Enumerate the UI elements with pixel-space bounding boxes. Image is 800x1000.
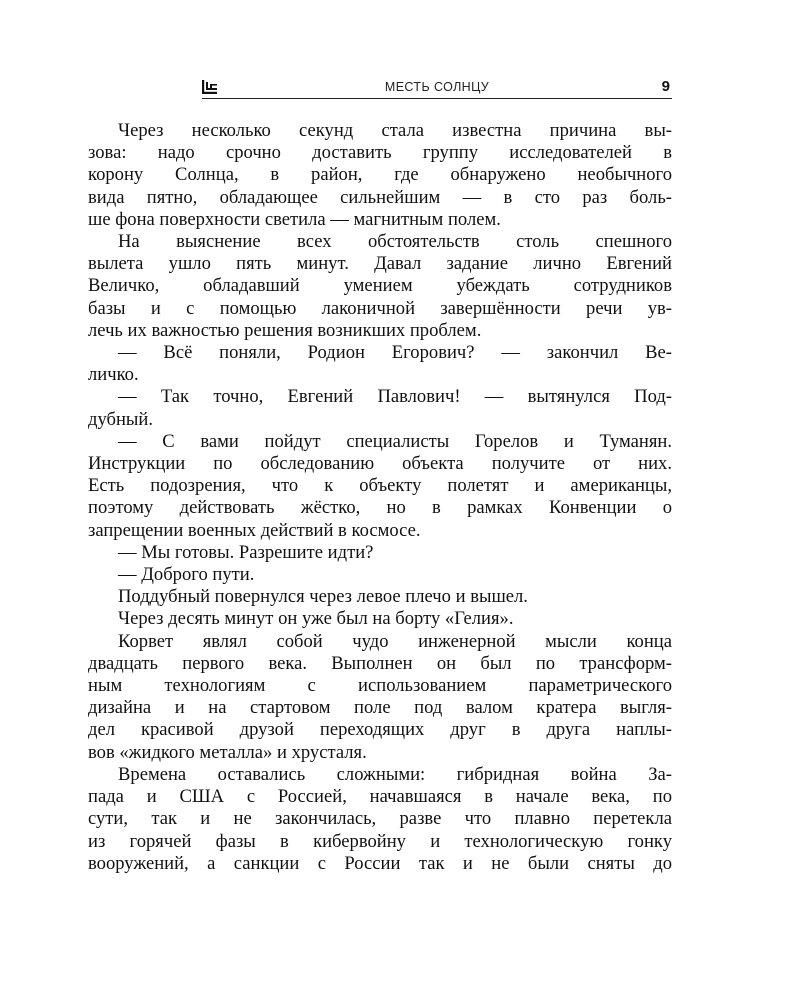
text-line: Времена оставались сложными: гибридная война За- xyxy=(118,763,672,785)
text-line: вооружений, а санкции с России так и не были сняты до xyxy=(88,852,672,874)
page-number: 9 xyxy=(661,78,670,95)
text-line: вов «жидкого металла» и хрусталя. xyxy=(88,741,367,763)
text-line: Через несколько секунд стала известна причина вы- xyxy=(118,120,672,141)
text-line: сути, так и не закончилась, разве что плавно перетекла xyxy=(88,808,672,830)
text-line: лечь их важностью решения возникших проблем. xyxy=(88,319,482,341)
text-line: На выяснение всех обстоятельств столь спешного xyxy=(118,231,672,253)
text-line: — Мы готовы. Разрешите идти? xyxy=(118,541,374,563)
text-line: Инструкции по обследованию объекта получите от них. xyxy=(88,453,672,475)
text-line: Поддубный повернулся через левое плечо и вышел. xyxy=(118,586,528,608)
text-line: — Так точно, Евгений Павлович! — вытянулся Под- xyxy=(118,386,672,408)
text-line: вида пятно, обладающее сильнейшим — в сто раз боль- xyxy=(88,186,672,208)
text-line: корону Солнца, в район, где обнаружено необычного xyxy=(88,164,672,186)
text-line: Величко, обладавший умением убеждать сотрудников xyxy=(88,275,672,297)
text-line: запрещении военных действий в космосе. xyxy=(88,519,421,541)
running-header xyxy=(202,76,672,99)
text-line: дел красивой друзой переходящих друг в друга наплы- xyxy=(88,719,672,741)
text-line: двадцать первого века. Выполнен он был по трансформ- xyxy=(88,652,672,674)
text-line: пада и США с Россией, начавшаяся в начале века, по xyxy=(88,786,672,808)
text-line: ным технологиям с использованием параметрического xyxy=(88,675,672,697)
text-line: из горячей фазы в кибервойну и технологическую гонку xyxy=(88,830,672,852)
text-line: зова: надо срочно доставить группу исследователей в xyxy=(88,142,672,164)
text-line: дизайна и на стартовом поле под валом кратера выгля- xyxy=(88,697,672,719)
body-text xyxy=(88,120,672,875)
text-line: личко. xyxy=(88,364,139,386)
text-line: Через десять минут он уже был на борту «Гелия». xyxy=(118,608,514,630)
text-line: базы и с помощью лаконичной завершённости речи ув- xyxy=(88,297,672,319)
text-line: — С вами пойдут специалисты Горелов и Туманян. xyxy=(118,430,672,452)
text-line: — Всё поняли, Родион Егорович? — закончил Ве- xyxy=(118,342,672,364)
running-title: МЕСТЬ СОЛНЦУ xyxy=(384,80,490,94)
text-line: — Доброго пути. xyxy=(118,564,255,586)
text-line: ше фона поверхности светила — магнитным полем. xyxy=(88,208,501,230)
text-line: поэтому действовать жёстко, но в рамках Конвенции о xyxy=(88,497,672,519)
text-line: Корвет являл собой чудо инженерной мысли конца xyxy=(118,630,672,652)
text-line: дубный. xyxy=(88,408,154,430)
text-line: Есть подозрения, что к объекту полетят и американцы, xyxy=(88,475,672,497)
text-line: вылета ушло пять минут. Давал задание лично Евгений xyxy=(88,253,672,275)
